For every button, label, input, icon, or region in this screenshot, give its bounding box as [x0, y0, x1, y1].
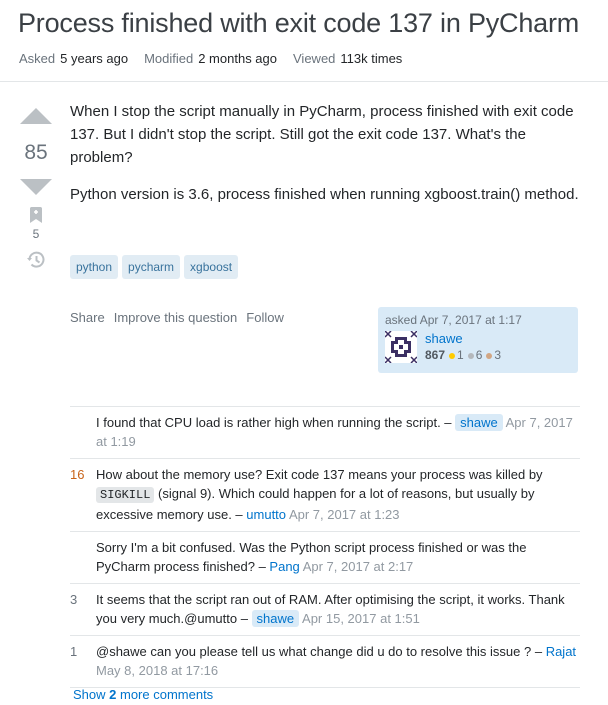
comment-score: 1: [70, 644, 78, 659]
tag-python[interactable]: python: [70, 255, 118, 279]
vote-count: 85: [24, 141, 48, 164]
modified-info: Modified 2 months ago: [144, 51, 277, 66]
comment-score: 16: [70, 467, 85, 482]
bronze-badge-icon: [486, 353, 492, 359]
post-menu: [70, 310, 284, 325]
comment-user[interactable]: umutto: [246, 507, 287, 522]
comment-date[interactable]: Apr 7, 2017 at 2:17: [302, 559, 414, 574]
follow-link[interactable]: Follow: [246, 310, 284, 325]
reputation-score: 867: [425, 348, 446, 362]
share-link[interactable]: Share: [70, 310, 105, 325]
comment: [70, 459, 580, 532]
comment-code: SIGKILL: [96, 487, 154, 503]
tag-pycharm[interactable]: pycharm: [122, 255, 180, 279]
comment-date[interactable]: Apr 7, 2017 at 1:19: [96, 415, 573, 449]
comment: [70, 584, 580, 636]
comment-date[interactable]: Apr 15, 2017 at 1:51: [302, 611, 420, 626]
tag-list: [70, 255, 238, 279]
bookmark-icon[interactable]: [30, 207, 42, 223]
comment-date[interactable]: May 8, 2018 at 17:16: [96, 663, 219, 678]
body-paragraph: Python version is 3.6, process finished when running xgboost.train() method.: [70, 186, 579, 203]
viewed-info: Viewed 113k times: [293, 51, 403, 66]
comment-text: (signal 9). Which could happen for a lot of reasons, but usually by excessive memory use. –: [96, 486, 535, 522]
comment-text: How about the memory use? Exit code 137 means your process was killed by: [96, 467, 543, 482]
improve-question-link[interactable]: Improve this question: [113, 310, 238, 325]
comment: [70, 636, 580, 688]
comment-user[interactable]: Rajat: [545, 644, 577, 659]
bronze-badges: 3: [486, 347, 501, 363]
comment-user[interactable]: Pang: [269, 559, 300, 574]
question-meta: [19, 51, 402, 66]
question-title[interactable]: Process finished with exit code 137 in PyCharm: [18, 8, 580, 38]
comment-text: It seems that the script ran out of RAM. After optimising the script, it works. Thank you very much.@umutto –: [96, 592, 565, 626]
comment-text: @shawe can you please tell us what change did u do to resolve this issue ? –: [96, 644, 546, 659]
show-more-comments-link[interactable]: Show 2 more comments: [73, 687, 214, 702]
tag-xgboost[interactable]: xgboost: [184, 255, 238, 279]
comment: [70, 406, 580, 459]
vote-cell: [16, 108, 56, 270]
silver-badge-icon: [468, 353, 474, 359]
asked-date[interactable]: asked Apr 7, 2017 at 1:17: [385, 313, 522, 327]
history-icon[interactable]: [26, 250, 46, 270]
gold-badges: 1: [449, 347, 464, 363]
comment-score: 3: [70, 592, 78, 607]
avatar[interactable]: [385, 331, 417, 363]
downvote-arrow-icon[interactable]: [20, 179, 52, 195]
comment-text: Sorry I'm a bit confused. Was the Python script process finished or was the PyCharm process finished? –: [96, 540, 527, 574]
comment-date[interactable]: Apr 7, 2017 at 1:23: [288, 507, 400, 522]
owner-reputation: [425, 347, 501, 363]
comment-user[interactable]: shawe: [252, 610, 300, 627]
header-divider: [0, 81, 608, 82]
comment-list: [70, 406, 580, 688]
question-body: [70, 100, 590, 220]
silver-badges: 6: [468, 347, 483, 363]
comment-user[interactable]: shawe: [455, 414, 503, 431]
body-paragraph: When I stop the script manually in PyCharm, process finished with exit code 137. But I didn't stop the script. Still got the exit code 137. What's the problem?: [70, 103, 574, 166]
owner-card: [378, 307, 578, 373]
upvote-arrow-icon[interactable]: [20, 108, 52, 124]
bookmark-count: 5: [32, 227, 40, 241]
asked-info: Asked 5 years ago: [19, 51, 129, 66]
owner-name[interactable]: shawe: [425, 331, 463, 346]
comment-text: I found that CPU load is rather high when running the script. –: [96, 415, 456, 430]
comment: [70, 532, 580, 584]
gold-badge-icon: [449, 353, 455, 359]
